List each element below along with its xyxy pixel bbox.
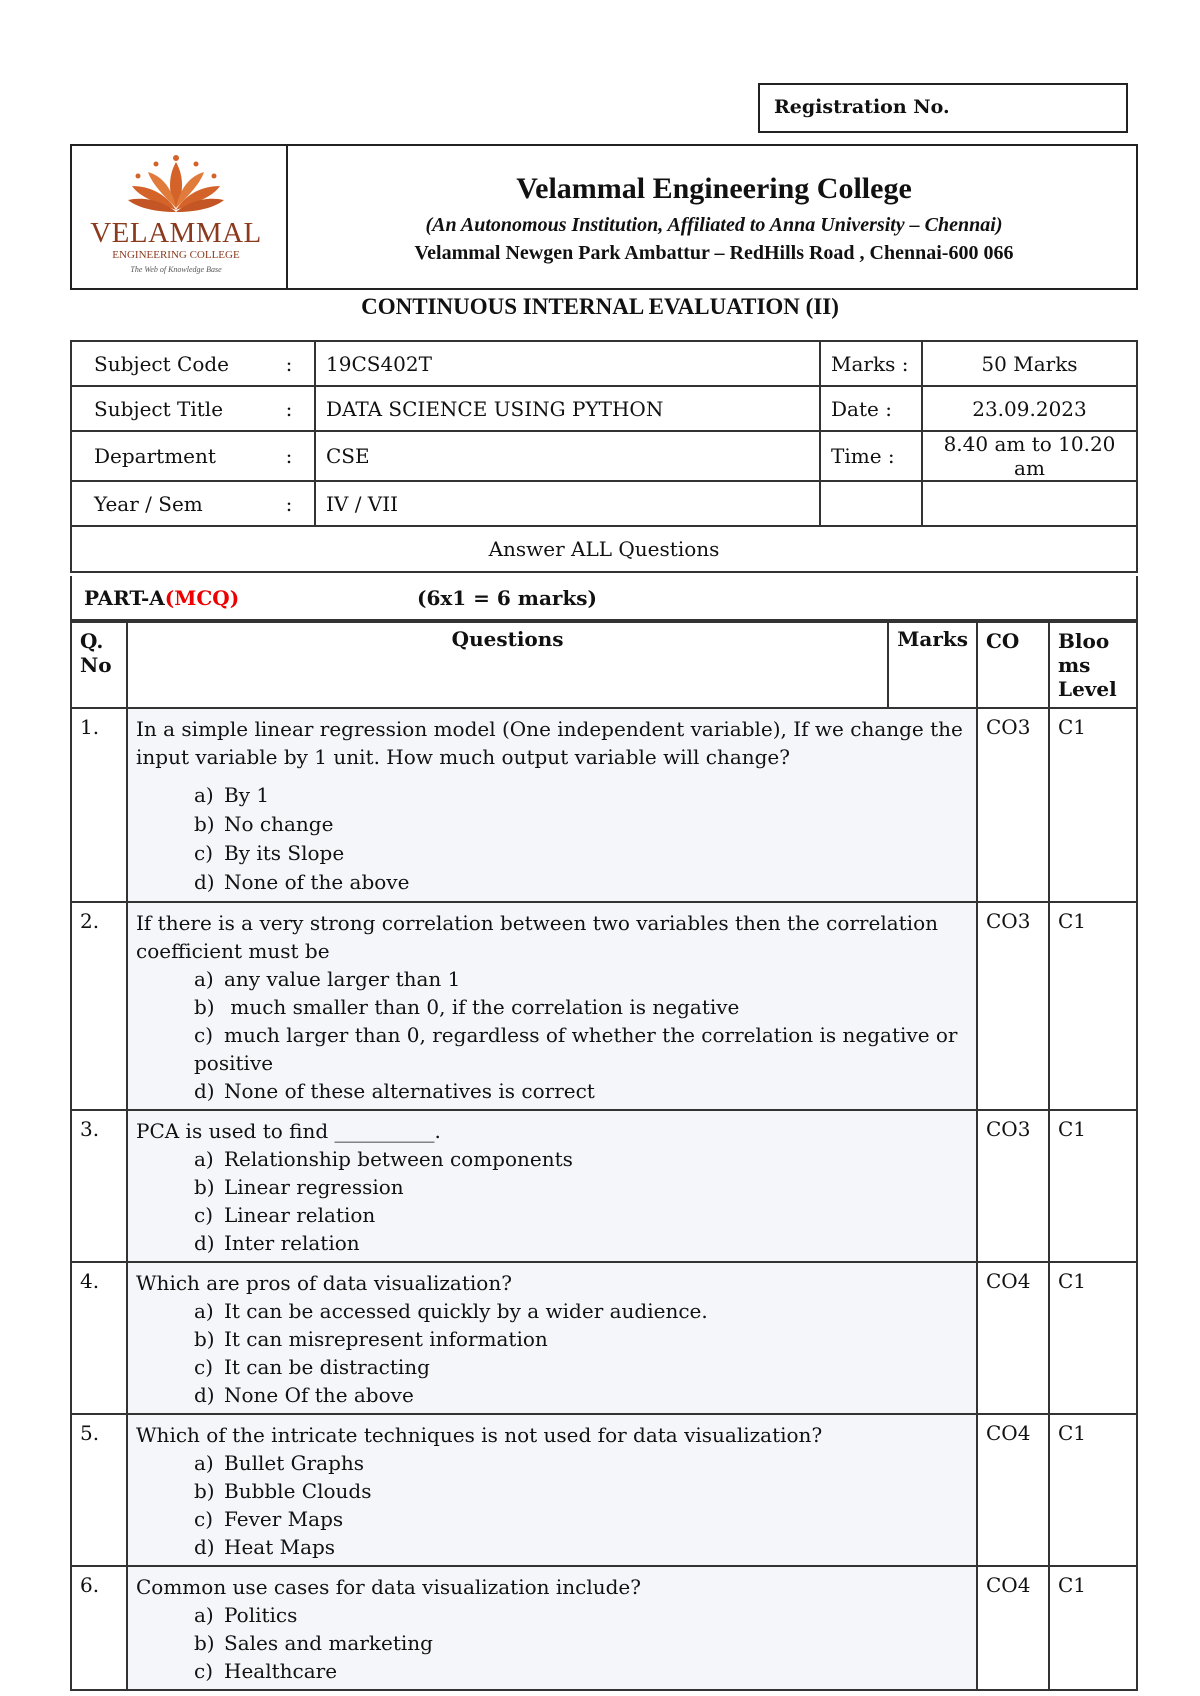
question-text: Common use cases for data visualization include? [136,1575,641,1599]
info-row [71,481,1137,526]
college-subtitle: (An Autonomous Institution, Affiliated to Anna University – Chennai) [425,214,1003,236]
option-text: Linear regression [224,1175,404,1199]
option-letter: a) [194,1603,214,1627]
option-item [136,1325,968,1353]
option-text: Fever Maps [224,1507,344,1531]
question-number: 1. [71,708,127,902]
options-list [136,965,968,1105]
option-item [136,1297,968,1325]
option-letter: c) [194,1355,214,1379]
subject-title-label: Subject Title [71,386,264,431]
exam-time: 8.40 am to 10.20 am [922,431,1137,481]
option-letter: a) [194,783,214,807]
option-text: No change [224,812,334,836]
info-row [71,341,1137,386]
option-item [136,1477,968,1505]
exam-title: CONTINUOUS INTERNAL EVALUATION (II) [361,294,839,319]
blooms-level: C1 [1049,902,1137,1110]
option-letter: a) [194,1451,214,1475]
option-text: It can be accessed quickly by a wider audience. [224,1299,708,1323]
option-text: By 1 [224,783,270,807]
option-text: much smaller than 0, if the correlation is negative [224,995,740,1019]
blooms-level: C1 [1049,1414,1137,1566]
option-item [136,1077,968,1105]
question-text: If there is a very strong correlation between two variables then the correlation coefficient must be [136,911,938,963]
total-marks: 50 Marks [922,341,1137,386]
option-letter: b) [194,1327,215,1351]
option-letter: a) [194,967,214,991]
option-letter: c) [194,1659,214,1683]
part-label: PART-A(MCQ) [84,586,240,610]
option-text: Relationship between components [224,1147,573,1171]
department: CSE [315,431,820,481]
option-item [136,993,968,1021]
course-outcome: CO3 [977,1110,1049,1262]
question-row [71,1414,1137,1566]
option-letter: d) [194,1079,215,1103]
options-list [136,1601,968,1685]
question-cell [127,902,977,1110]
header-blooms: Bloo ms Level [1049,622,1137,708]
option-text: any value larger than 1 [224,967,461,991]
option-item [136,839,968,868]
option-text: By its Slope [224,841,345,865]
instruction: Answer ALL Questions [71,526,1137,572]
option-letter: b) [194,1175,215,1199]
option-letter: d) [194,1535,215,1559]
college-logo [76,150,276,288]
question-number: 2. [71,902,127,1110]
option-letter: d) [194,1231,215,1255]
part-a-heading [70,576,1138,621]
instruction-row [71,526,1137,572]
option-item [136,1533,968,1561]
table-header-row [71,622,1137,708]
option-item [136,1629,968,1657]
option-text: Bubble Clouds [224,1479,372,1503]
time-label: Time : [820,431,922,481]
question-row [71,708,1137,902]
option-letter: d) [194,1383,215,1407]
options-list [136,1449,968,1561]
option-letter: d) [194,870,215,894]
question-row [71,1262,1137,1414]
option-text: It can misrepresent information [224,1327,548,1351]
option-letter: b) [194,1479,215,1503]
question-cell [127,1566,977,1690]
question-text: Which of the intricate techniques is not used for data visualization? [136,1423,823,1447]
option-letter: b) [194,1631,215,1655]
question-text: Which are pros of data visualization? [136,1271,512,1295]
option-item [136,868,968,897]
option-item [136,1229,968,1257]
option-letter: c) [194,841,214,865]
college-address: Velammal Newgen Park Ambattur – RedHills Road , Chennai-600 066 [414,242,1014,264]
course-outcome: CO4 [977,1566,1049,1690]
header-questions: Questions [127,622,888,708]
empty-cell [820,481,922,526]
question-text: PCA is used to find __________. [136,1119,441,1143]
option-text: Sales and marketing [224,1631,433,1655]
college-name: Velammal Engineering College [516,172,912,205]
registration-label: Registration No. [774,96,950,118]
colon: : [264,481,315,526]
option-letter: b) [194,995,215,1019]
question-row [71,902,1137,1110]
option-letter: a) [194,1147,214,1171]
course-outcome: CO4 [977,1414,1049,1566]
option-item [136,1449,968,1477]
logo-tagline: The Web of Knowledge Base [130,265,222,274]
year-sem: IV / VII [315,481,820,526]
option-text: Politics [224,1603,298,1627]
blooms-level: C1 [1049,1262,1137,1414]
option-letter: c) [194,1023,214,1047]
option-text: Heat Maps [224,1535,336,1559]
registration-box [758,83,1128,133]
option-letter: c) [194,1203,214,1227]
option-item [136,1021,968,1077]
course-outcome: CO3 [977,708,1049,902]
option-item [136,1657,968,1685]
option-item [136,1381,968,1409]
option-text: None Of the above [224,1383,414,1407]
options-list [136,781,968,897]
blooms-level: C1 [1049,708,1137,902]
info-row [71,431,1137,481]
exam-info-table [70,340,1138,573]
lotus-flower-icon [128,155,224,212]
option-item [136,1145,968,1173]
question-number: 6. [71,1566,127,1690]
header-marks: Marks [888,622,977,708]
options-list [136,1297,968,1409]
empty-cell [922,481,1137,526]
question-cell [127,708,977,902]
option-item [136,781,968,810]
year-label: Year / Sem [71,481,264,526]
subject-code: 19CS402T [315,341,820,386]
subject-code-label: Subject Code [71,341,264,386]
course-outcome: CO4 [977,1262,1049,1414]
question-number: 4. [71,1262,127,1414]
exam-date: 23.09.2023 [922,386,1137,431]
options-list [136,1145,968,1257]
question-cell [127,1262,977,1414]
option-item [136,1505,968,1533]
colon: : [264,341,315,386]
option-item [136,965,968,993]
option-item [136,1353,968,1381]
option-text: None of the above [224,870,410,894]
header-co: CO [977,622,1049,708]
option-letter: a) [194,1299,214,1323]
question-row [71,1110,1137,1262]
question-cell [127,1414,977,1566]
logo-line2: ENGINEERING COLLEGE [112,249,240,261]
question-number: 5. [71,1414,127,1566]
option-text: much larger than 0, regardless of whether the correlation is negative or positive [194,1023,958,1075]
option-text: None of these alternatives is correct [224,1079,595,1103]
option-text: Linear relation [224,1203,376,1227]
mcq-label: (MCQ) [164,586,240,610]
college-header [70,144,1138,290]
question-cell [127,1110,977,1262]
course-outcome: CO3 [977,902,1049,1110]
info-row [71,386,1137,431]
question-number: 3. [71,1110,127,1262]
option-letter: b) [194,812,215,836]
part-marks: (6x1 = 6 marks) [417,586,598,610]
subject-title: DATA SCIENCE USING PYTHON [315,386,820,431]
date-label: Date : [820,386,922,431]
header-qno: Q. No [71,622,127,708]
blooms-level: C1 [1049,1110,1137,1262]
questions-table [70,621,1138,1691]
colon: : [264,431,315,481]
option-letter: c) [194,1507,214,1531]
option-item [136,1601,968,1629]
option-text: It can be distracting [224,1355,430,1379]
marks-label: Marks : [820,341,922,386]
question-row [71,1566,1137,1690]
option-item [136,810,968,839]
option-item [136,1173,968,1201]
colon: : [264,386,315,431]
option-text: Healthcare [224,1659,338,1683]
option-item [136,1201,968,1229]
logo-word: VELAMMAL [90,217,262,249]
option-text: Bullet Graphs [224,1451,365,1475]
question-text: In a simple linear regression model (One independent variable), If we change the input variable by 1 unit. How much output variable will change? [136,717,963,769]
option-text: Inter relation [224,1231,360,1255]
department-label: Department [71,431,264,481]
blooms-level: C1 [1049,1566,1137,1690]
